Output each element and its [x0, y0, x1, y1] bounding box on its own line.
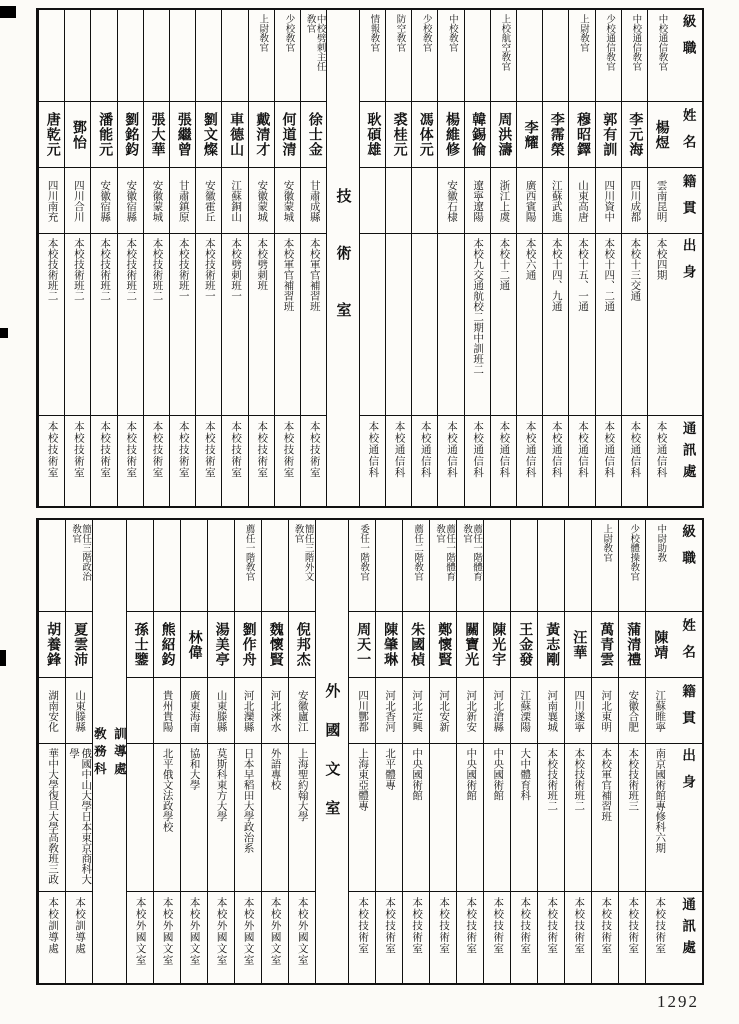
- person-background: 日本早稻田大學政治系: [242, 748, 254, 853]
- person-address: 本校通信科: [655, 421, 667, 479]
- person-native-place: 江蘇溧陽: [519, 689, 531, 732]
- person-column: [143, 10, 169, 506]
- person-name: 郭有訓: [601, 112, 617, 157]
- header-name: 姓名: [680, 108, 696, 161]
- person-rank: 防空敎官: [394, 14, 405, 52]
- person-native-place: 河南襄城: [546, 689, 558, 732]
- person-native-place: 安徽宿縣: [99, 179, 111, 222]
- person-rank: 簡任三階外文敎官: [292, 524, 313, 581]
- person-column: [516, 10, 542, 506]
- header-origin: 籍貫: [680, 174, 696, 227]
- person-address: 本校通信科: [367, 421, 379, 479]
- person-native-place: 河北東明: [600, 689, 612, 732]
- person-column: [411, 10, 437, 506]
- person-column: [300, 10, 326, 506]
- person-column: [38, 10, 64, 506]
- scan-artifact: [0, 650, 6, 666]
- person-address: 本校外國文室: [134, 897, 146, 966]
- person-name: 熊紹鈞: [159, 622, 175, 667]
- person-address: 本校外國文室: [269, 897, 281, 966]
- person-address: 本校通信科: [393, 421, 405, 479]
- person-column: [621, 10, 647, 506]
- person-address: 本校通信科: [576, 421, 588, 479]
- person-native-place: 安徽宿縣: [125, 179, 137, 222]
- person-background: 本校四期: [655, 238, 667, 280]
- person-column: [595, 10, 621, 506]
- person-native-place: 安徽蒙城: [151, 179, 163, 222]
- person-name: 徐士金: [306, 112, 322, 157]
- header-name: 姓名: [680, 618, 696, 671]
- person-native-place: 安徽廬江: [296, 689, 308, 732]
- person-background: 外語專校: [269, 748, 281, 790]
- person-column: [510, 520, 537, 983]
- person-background: 本校劈刺班一: [230, 238, 242, 301]
- person-name: 劉銘鈞: [123, 112, 139, 157]
- section-divider-technical-office: [326, 10, 358, 506]
- person-rank: 中校劈刺主任敎官: [304, 14, 325, 71]
- person-background: 本校技術班二: [151, 238, 163, 301]
- person-column: [234, 520, 261, 983]
- person-column: [180, 520, 207, 983]
- person-address: 本校通信科: [498, 421, 510, 479]
- person-rank: 中尉助敎: [655, 524, 666, 562]
- person-address: 本校訓導處: [47, 897, 59, 955]
- section-title: 外國文室: [323, 682, 340, 839]
- person-column: [126, 520, 153, 983]
- person-column: [564, 520, 591, 983]
- person-name: 魏懷賢: [267, 622, 283, 667]
- person-address: 本校通信科: [629, 421, 641, 479]
- person-column: [456, 520, 483, 983]
- person-background: 本校九交通航校二期中訓班二: [472, 238, 484, 375]
- person-column: [348, 520, 375, 983]
- person-column: [645, 520, 672, 983]
- person-name: 周天一: [355, 622, 371, 667]
- person-name: 陳光宇: [490, 622, 506, 667]
- section-divider-training-department: [92, 520, 125, 983]
- person-name: 裘桂元: [391, 112, 407, 157]
- person-address: 本校通信科: [419, 421, 431, 479]
- person-native-place: 安徽石棣: [445, 179, 457, 222]
- person-name: 楊煜: [653, 119, 669, 150]
- person-background: 中央國術館: [492, 748, 504, 801]
- person-address: 本校通信科: [445, 421, 457, 479]
- person-address: 本校外國文室: [215, 897, 227, 966]
- scan-artifact: [0, 6, 16, 18]
- person-name: 陳靖: [652, 629, 668, 660]
- person-background: 本校技術班一: [203, 238, 215, 301]
- person-native-place: 浙江上虞: [498, 179, 510, 222]
- person-background: 本校軍官補習班: [600, 748, 612, 822]
- section-title-line2: 敎務科: [92, 727, 107, 780]
- person-address: 本校技術室: [519, 897, 531, 955]
- person-name: 夏雲沛: [72, 622, 88, 667]
- person-column: [261, 520, 288, 983]
- person-background: 本校十三交通: [629, 238, 641, 301]
- person-address: 本校外國文室: [296, 897, 308, 966]
- person-background: 上海聖約翰大學: [296, 748, 308, 822]
- person-address: 本校技術室: [308, 421, 320, 479]
- header-rank: 級職: [680, 524, 696, 577]
- person-background: 本校技術班三: [627, 748, 639, 811]
- person-name: 何道清: [280, 112, 296, 157]
- person-column: [537, 520, 564, 983]
- person-name: 戴清才: [254, 112, 270, 157]
- person-background: 本校技術班二: [99, 238, 111, 301]
- person-background: 本校技術班二: [546, 748, 558, 811]
- header-rank: 級職: [680, 14, 696, 67]
- person-background: 協和大學: [188, 748, 200, 790]
- person-background: 俄國中山大學日本東京商科大學: [68, 748, 92, 885]
- person-address: 本校技術室: [627, 897, 639, 955]
- person-address: 本校技術室: [46, 421, 58, 479]
- person-name: 李霈榮: [548, 112, 564, 157]
- person-native-place: 安徽蒙城: [282, 179, 294, 222]
- person-background: 莫斯科東方大學: [215, 748, 227, 822]
- person-native-place: 四川南充: [46, 179, 58, 222]
- person-name: 胡養鋒: [45, 622, 61, 667]
- person-native-place: 河北新安: [465, 689, 477, 732]
- person-native-place: 四川成都: [629, 179, 641, 222]
- person-native-place: 甘肅鎮原: [177, 179, 189, 222]
- person-native-place: 雲南昆明: [655, 179, 667, 222]
- personnel-table-bottom: [36, 518, 704, 985]
- person-name: 周洪濤: [496, 112, 512, 157]
- header-column: [673, 10, 702, 506]
- person-address: 本校訓導處: [74, 897, 86, 955]
- person-column: [207, 520, 234, 983]
- person-name: 穆昭鐸: [575, 112, 590, 157]
- person-background: 本校技術班二: [573, 748, 585, 811]
- person-name: 唐乾元: [44, 112, 60, 157]
- person-rank: 中校通信敎官: [656, 14, 667, 71]
- person-name: 黃志剛: [544, 622, 560, 667]
- section-title-line1: 訓導處: [112, 727, 127, 780]
- person-name: 林偉: [186, 629, 202, 660]
- header-column: [672, 520, 702, 983]
- person-name: 湯美亭: [213, 622, 229, 667]
- header-address: 通訊處: [680, 897, 696, 962]
- person-name: 朱國楨: [409, 622, 425, 667]
- person-native-place: 遼寧遼陽: [472, 179, 484, 222]
- person-background: 本校十四、九通: [550, 238, 562, 312]
- person-column: [90, 10, 116, 506]
- person-rank: 少校敎官: [420, 14, 431, 52]
- person-background: 本校技術班二: [72, 238, 84, 301]
- person-rank: 中校敎官: [446, 14, 457, 52]
- person-column: [437, 10, 463, 506]
- person-column: [375, 520, 402, 983]
- person-address: 本校外國文室: [188, 897, 200, 966]
- person-name: 車德山: [228, 112, 244, 157]
- person-address: 本校技術室: [99, 421, 111, 479]
- person-native-place: 安徽合肥: [627, 689, 639, 732]
- person-column: [248, 10, 274, 506]
- person-column: [65, 520, 92, 983]
- person-background: 中央國術館: [465, 748, 477, 801]
- person-native-place: 廣東海南: [188, 689, 200, 732]
- person-column: [153, 520, 180, 983]
- person-column: [591, 520, 618, 983]
- person-address: 本校技術室: [230, 421, 242, 479]
- person-column: [288, 520, 315, 983]
- person-rank: 少校通信敎官: [604, 14, 615, 71]
- person-name: 陳肇琳: [382, 622, 398, 667]
- person-column: [429, 520, 456, 983]
- page-number: 1292: [657, 992, 699, 1011]
- person-background: 本校技術班一: [177, 238, 189, 301]
- person-background: 本校十四、二通: [603, 238, 615, 312]
- person-native-place: 安徽蒙城: [256, 179, 268, 222]
- person-name: 鄭懷賢: [436, 622, 452, 667]
- person-name: 耿碩雄: [365, 112, 381, 157]
- person-background: 本校技術班二: [125, 238, 137, 301]
- person-column: [274, 10, 300, 506]
- person-column: [542, 10, 568, 506]
- person-column: [402, 520, 429, 983]
- header-background: 出身: [680, 748, 696, 801]
- person-address: 本校技術室: [438, 897, 450, 955]
- person-column: [385, 10, 411, 506]
- person-native-place: 安徽霍丘: [203, 179, 215, 222]
- person-rank: 中校通信敎官: [630, 14, 641, 71]
- person-native-place: 河北灤縣: [242, 689, 254, 732]
- person-column: [618, 520, 645, 983]
- person-name: 王金發: [517, 622, 533, 667]
- person-native-place: 甘肅成縣: [308, 179, 320, 222]
- person-native-place: 山東滕縣: [74, 689, 86, 732]
- person-name: 李耀: [522, 119, 538, 150]
- person-background: 本校劈刺班: [256, 238, 268, 291]
- person-name: 劉作舟: [240, 622, 256, 667]
- person-address: 本校技術室: [203, 421, 215, 479]
- person-rank: 簡任三階政治敎官: [70, 524, 91, 581]
- person-rank: 少校體操敎官: [628, 524, 639, 581]
- person-column: [490, 10, 516, 506]
- person-address: 本校技術室: [72, 421, 84, 479]
- person-column: [568, 10, 594, 506]
- person-column: [483, 520, 510, 983]
- person-address: 本校外國文室: [242, 897, 254, 966]
- person-address: 本校技術室: [282, 421, 294, 479]
- person-name: 張大華: [149, 112, 165, 157]
- person-column: [195, 10, 221, 506]
- person-background: 北平俄文法政學校: [161, 748, 173, 832]
- person-address: 本校技術室: [256, 421, 268, 479]
- person-native-place: 廣西賓陽: [524, 179, 536, 222]
- person-column: [38, 520, 65, 983]
- person-address: 本校通信科: [524, 421, 536, 479]
- person-column: [221, 10, 247, 506]
- person-name: 鄧怡: [70, 119, 86, 150]
- person-native-place: 山東滕縣: [215, 689, 227, 732]
- person-name: 孫士鑒: [132, 622, 148, 667]
- person-name: 潘能元: [97, 112, 113, 157]
- person-name: 張繼曾: [175, 112, 191, 157]
- person-address: 本校技術室: [600, 897, 612, 955]
- person-background: 華中大學復旦大學高敎班三政: [47, 748, 59, 885]
- person-native-place: 四川資中: [603, 179, 615, 222]
- person-native-place: 湖南安化: [47, 689, 59, 732]
- person-address: 本校技術室: [654, 897, 666, 955]
- person-name: 蒲清禮: [625, 622, 641, 667]
- person-rank: 薦任二階敎官: [412, 524, 423, 581]
- personnel-table-top: [36, 8, 704, 508]
- person-address: 本校外國文室: [161, 897, 173, 966]
- section-title: 技術室: [334, 187, 351, 359]
- person-name: 楊維修: [443, 112, 459, 157]
- person-native-place: 山東高唐: [576, 179, 588, 222]
- person-address: 本校技術室: [546, 897, 558, 955]
- person-address: 本校通信科: [550, 421, 562, 479]
- person-column: [359, 10, 385, 506]
- person-background: 北平體專: [384, 748, 396, 790]
- person-address: 本校技術室: [492, 897, 504, 955]
- person-native-place: 河北安新: [438, 689, 450, 732]
- person-name: 韓錫倫: [470, 112, 486, 157]
- person-background: 本校技術班二: [46, 238, 58, 301]
- person-address: 本校技術室: [125, 421, 137, 479]
- person-background: 上海東亞體專: [357, 748, 369, 811]
- person-rank: 上尉敎官: [601, 524, 612, 562]
- person-rank: 上校航空敎官: [499, 14, 510, 71]
- person-column: [169, 10, 195, 506]
- person-background: 本校軍官補習班: [282, 238, 294, 312]
- person-address: 本校通信科: [603, 421, 615, 479]
- person-background: 本校十五、一通: [576, 238, 588, 312]
- person-native-place: 江蘇睢寧: [654, 689, 666, 732]
- person-rank: 薦任一階敎官: [243, 524, 254, 581]
- person-native-place: 河北定興: [411, 689, 423, 732]
- person-column: [117, 10, 143, 506]
- person-native-place: 江蘇銅山: [230, 179, 242, 222]
- person-column: [647, 10, 673, 506]
- person-native-place: 河北香河: [384, 689, 396, 732]
- section-divider-foreign-language-office: [315, 520, 348, 983]
- scan-artifact: [0, 328, 8, 338]
- person-rank: 薦任一階體育敎官: [434, 524, 455, 581]
- person-native-place: 四川合川: [72, 179, 84, 222]
- person-address: 本校技術室: [384, 897, 396, 955]
- person-address: 本校技術室: [151, 421, 163, 479]
- person-column: [64, 10, 90, 506]
- person-name: 關寶光: [463, 622, 479, 667]
- header-address: 通訊處: [680, 421, 696, 486]
- person-native-place: 河北滄縣: [492, 689, 504, 732]
- person-native-place: 四川遂寧: [573, 689, 585, 732]
- person-background: 本校十二通: [498, 238, 510, 291]
- person-name: 劉文燦: [201, 112, 217, 157]
- person-native-place: 河北淶水: [269, 689, 281, 732]
- person-name: 李元海: [627, 112, 643, 157]
- person-name: 馮体元: [417, 112, 433, 157]
- person-native-place: 四川酆都: [357, 689, 369, 732]
- header-origin: 籍貫: [680, 684, 696, 737]
- person-address: 本校通信科: [472, 421, 484, 479]
- person-rank: 委任一階敎官: [358, 524, 369, 581]
- header-background: 出身: [680, 238, 696, 291]
- person-name: 倪邦杰: [294, 622, 310, 667]
- person-rank: 情報敎官: [368, 14, 379, 52]
- person-address: 本校技術室: [411, 897, 423, 955]
- person-background: 本校六通: [524, 238, 536, 280]
- person-address: 本校技術室: [465, 897, 477, 955]
- person-native-place: 貴州貴陽: [161, 689, 173, 732]
- person-address: 本校技術室: [177, 421, 189, 479]
- person-rank: 少校敎官: [283, 14, 294, 52]
- person-name: 萬青雲: [598, 622, 614, 667]
- person-column: [464, 10, 490, 506]
- person-background: 南京國術館專修科六期: [654, 748, 666, 853]
- person-rank: 上尉敎官: [577, 14, 588, 52]
- person-rank: 薦任一階體育敎官: [461, 524, 482, 581]
- person-rank: 上尉敎官: [257, 14, 268, 52]
- person-address: 本校技術室: [357, 897, 369, 955]
- person-background: 本校軍官補習班: [308, 238, 320, 312]
- person-native-place: 江蘇武進: [550, 179, 562, 222]
- person-background: 大中體育科: [519, 748, 531, 801]
- person-address: 本校技術室: [573, 897, 585, 955]
- person-name: 汪華: [571, 629, 587, 660]
- person-background: 中央國術館: [411, 748, 423, 801]
